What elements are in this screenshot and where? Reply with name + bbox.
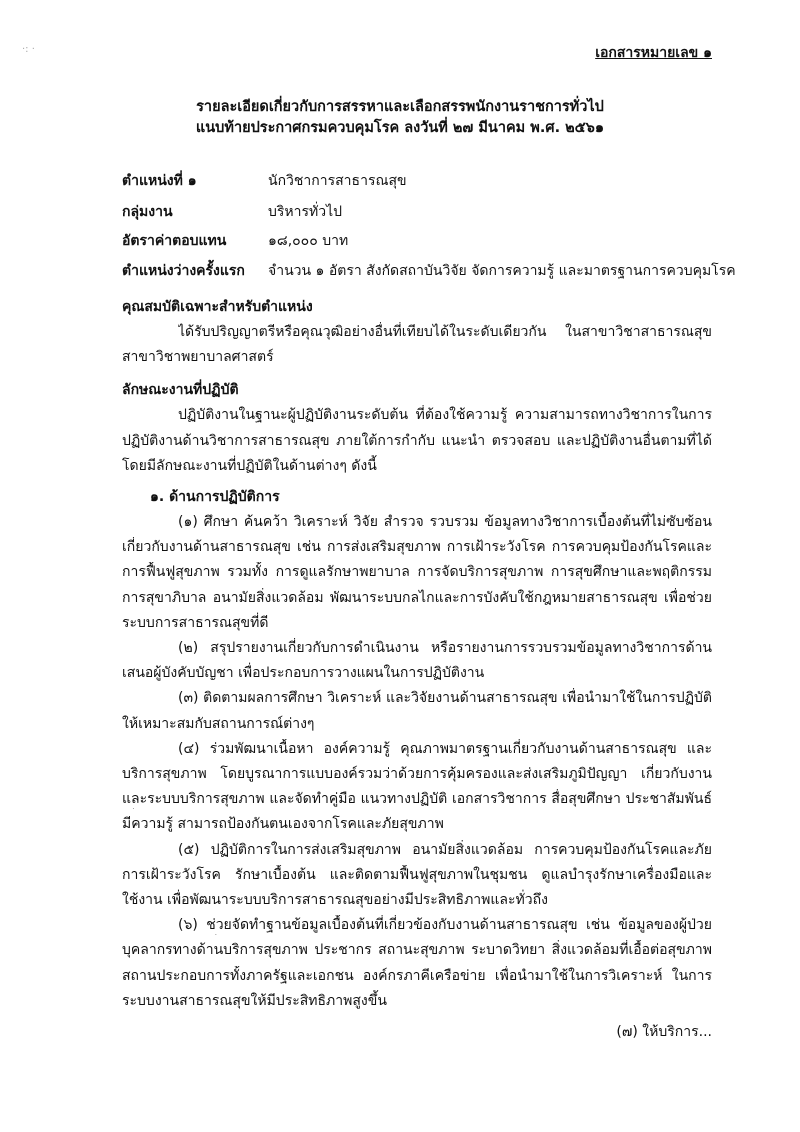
paragraph-line: (๑) ศึกษา ค้นคว้า วิเคราะห์ วิจัย สำรวจ รวบรวม ข้อมูลทางวิชาการเบื้องต้นที่ไม่ซับซ้อน	[178, 514, 712, 530]
paragraph-line: การสุขาภิบาล อนามัยสิ่งแวดล้อม พัฒนาระบบกลไกและการบังคับใช้กฎหมายสาธารณสุข เพื่อช่วย	[122, 589, 712, 606]
paragraph-line: ใช้งาน เพื่อพัฒนาระบบบริการสาธารณสุขอย่างมีประสิทธิภาพและทั่วถึง	[122, 892, 548, 908]
document-number: เอกสารหมายเลข ๑	[595, 45, 712, 61]
continuation-note: (๗) ให้บริการ...	[616, 1024, 712, 1040]
paragraph-line: ได้รับปริญญาตรีหรือคุณวุฒิอย่างอื่นที่เทียบได้ในระดับเดียวกัน ในสาขาวิชาสาธารณสุข	[178, 324, 712, 340]
section-heading: ลักษณะงานที่ปฏิบัติ	[122, 382, 239, 399]
field-value: จำนวน ๑ อัตรา สังกัดสถาบันวิจัย จัดการความรู้ และมาตรฐานการควบคุมโรค	[268, 263, 736, 279]
paragraph-line: ให้เหมาะสมกับสถานการณ์ต่างๆ	[122, 715, 315, 732]
paragraph-line: การเฝ้าระวังโรค รักษาเบื้องต้น และติดตามฟื้นฟูสุขภาพในชุมชน ดูแลบำรุงรักษาเครื่องมือและ	[122, 866, 712, 883]
title-line-2: แนบท้ายประกาศกรมควบคุมโรค ลงวันที่ ๒๗ มีนาคม พ.ศ. ๒๕๖๑	[195, 120, 605, 136]
section-heading: คุณสมบัติเฉพาะสำหรับตำแหน่ง	[122, 299, 313, 315]
paragraph-line: บริการสุขภาพ โดยบูรณาการแบบองค์รวมว่าด้วยการคุ้มครองและส่งเสริมภูมิปัญญา เกี่ยวกับงาน	[122, 766, 712, 782]
field-value: ๑๘,๐๐๐ บาท	[268, 233, 349, 249]
field-value: บริหารทั่วไป	[268, 204, 343, 220]
paragraph-line: สาขาวิชาพยาบาลศาสตร์	[122, 349, 274, 366]
paragraph-line: ปฏิบัติงานในฐานะผู้ปฏิบัติงานระดับต้น ที่ต้องใช้ความรู้ ความสามารถทางวิชาการในการ	[178, 407, 712, 424]
paragraph-line: เกี่ยวกับงานด้านสาธารณสุข เช่น การส่งเสริมสุขภาพ การเฝ้าระวังโรค การควบคุมป้องกันโรคและ	[122, 539, 712, 556]
paragraph-line: บุคลากรทางด้านบริการสุขภาพ ประชากร สถานะสุขภาพ ระบาดวิทยา สิ่งแวดล้อมที่เอื้อต่อสุขภาพ	[122, 942, 712, 959]
paragraph-line: สถานประกอบการทั้งภาครัฐและเอกชน องค์กรภาคีเครือข่าย เพื่อนำมาใช้ในการวิเคราะห์ ในการ	[122, 967, 712, 984]
title-line-1: รายละเอียดเกี่ยวกับการสรรหาและเลือกสรรพนักงานราชการทั่วไป	[196, 99, 604, 115]
paragraph-line: (๓) ติดตามผลการศึกษา วิเคราะห์ และวิจัยงานด้านสาธารณสุข เพื่อนำมาใช้ในการปฏิบัติ	[178, 690, 712, 707]
field-label: กลุ่มงาน	[122, 204, 173, 220]
paragraph-line: (๕) ปฏิบัติการในการส่งเสริมสุขภาพ อนามัยสิ่งแวดล้อม การควบคุมป้องกันโรคและภัย	[178, 841, 712, 858]
field-label: อัตราค่าตอบแทน	[122, 233, 227, 249]
paragraph-line: ระบบการสาธารณสุขที่ดี	[122, 614, 269, 631]
subsection-heading: ๑. ด้านการปฏิบัติการ	[150, 489, 280, 505]
paragraph-line: และระบบบริการสุขภาพ และจัดทำคู่มือ แนวทางปฏิบัติ เอกสารวิชาการ สื่อสุขศึกษา ประชาสัมพันธ์	[122, 791, 712, 808]
paragraph-line: (๔) ร่วมพัฒนาเนื้อหา องค์ความรู้ คุณภาพมาตรฐานเกี่ยวกับงานด้านสาธารณสุข และ	[178, 740, 712, 757]
paragraph-line: (๖) ช่วยจัดทำฐานข้อมูลเบื้องต้นที่เกี่ยวข้องกับงานด้านสาธารณสุข เช่น ข้อมูลของผู้ป่วย	[178, 917, 712, 934]
field-label: ตำแหน่งที่ ๑	[122, 173, 197, 189]
paragraph-line: มีความรู้ สามารถป้องกันตนเองจากโรคและภัยสุขภาพ	[122, 816, 444, 833]
field-value: นักวิชาการสาธารณสุข	[268, 173, 407, 189]
paragraph-line: (๒) สรุปรายงานเกี่ยวกับการดำเนินงาน หรือรายงานการรวบรวมข้อมูลทางวิชาการด้าน	[178, 640, 712, 656]
paragraph-line: โดยมีลักษณะงานที่ปฏิบัติในด้านต่างๆ ดังนี้	[122, 457, 377, 474]
scan-mark: ·: ·	[22, 44, 35, 55]
paragraph-line: ปฏิบัติงานด้านวิชาการสาธารณสุข ภายใต้การกำกับ แนะนำ ตรวจสอบ และปฏิบัติงานอื่นตามที่ได้	[122, 432, 712, 449]
field-label: ตำแหน่งว่างครั้งแรก	[122, 263, 245, 279]
paragraph-line: เสนอผู้บังคับบัญชา เพื่อประกอบการวางแผนในการปฏิบัติงาน	[122, 665, 485, 682]
paragraph-line: ระบบงานสาธารณสุขให้มีประสิทธิภาพสูงขึ้น	[122, 992, 387, 1009]
paragraph-line: การฟื้นฟูสุขภาพ รวมทั้ง การดูแลรักษาพยาบาล การจัดบริการสุขภาพ การสุขศึกษาและพฤติกรรม	[122, 564, 712, 581]
